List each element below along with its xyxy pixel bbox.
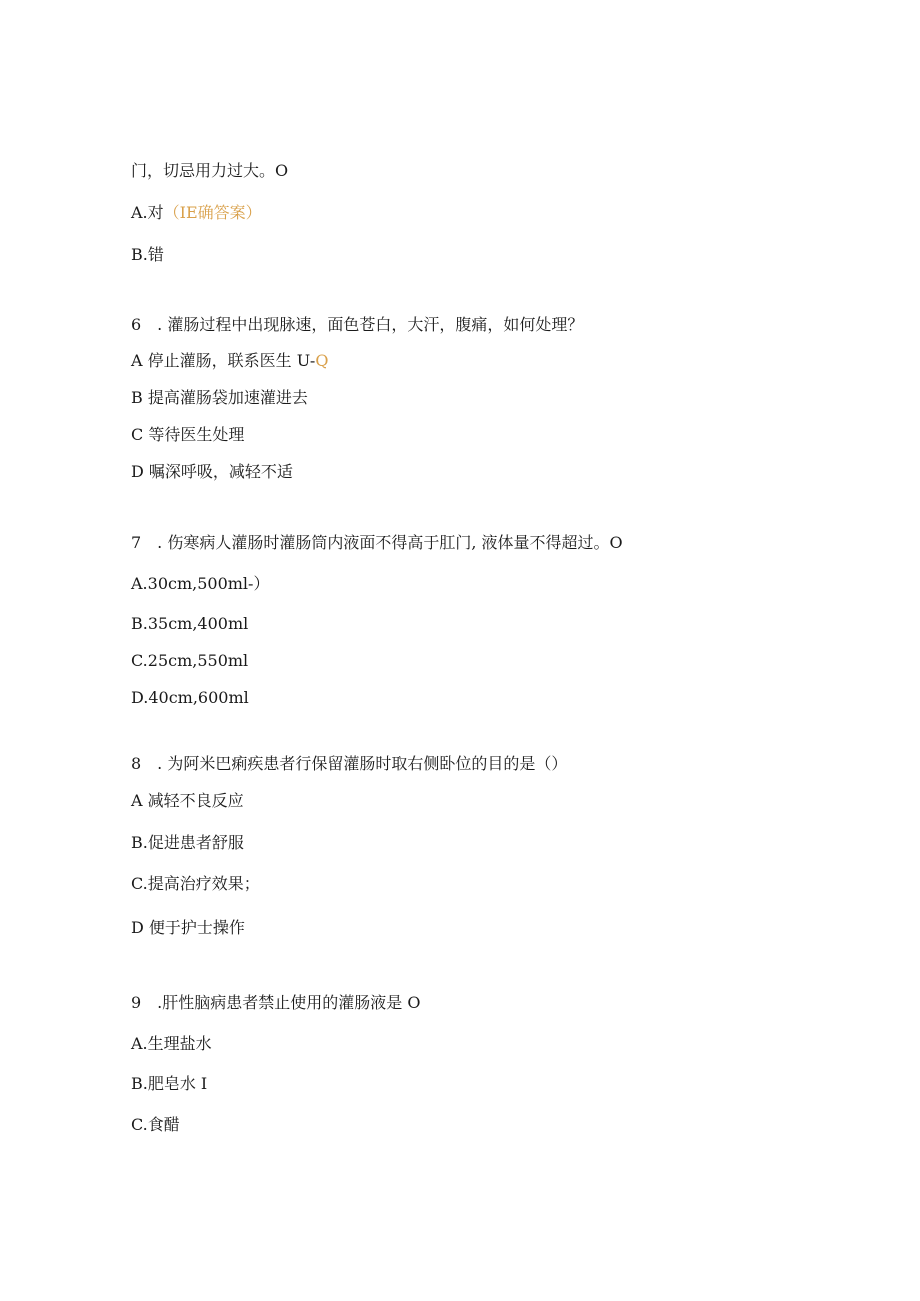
question-8-option-b: B.促进患者舒服 bbox=[131, 833, 244, 852]
question-7-option-a: A.30cm,500ml-） bbox=[131, 574, 270, 593]
question-9-option-c: C.食醋 bbox=[131, 1115, 180, 1134]
question-5-option-a bbox=[131, 203, 262, 223]
question-8-option-c: C.提高治疗效果； bbox=[131, 874, 260, 893]
question-9-option-a: A.生理盐水 bbox=[131, 1034, 212, 1053]
question-7-option-c: C.25cm,550ml bbox=[131, 651, 249, 670]
question-6-text: 6 . 灌肠过程中出现脉速，面色苍白，大汗，腹痛，如何处理？ bbox=[131, 315, 584, 334]
correct-answer-mark: Q bbox=[315, 351, 329, 370]
question-6-option-b: B 提高灌肠袋加速灌进去 bbox=[131, 388, 308, 407]
question-7-option-d: D.40cm,600ml bbox=[131, 688, 249, 707]
question-7-option-b: B.35cm,400ml bbox=[131, 614, 249, 633]
question-8-text: 8 . 为阿米巴痢疾患者行保留灌肠时取右侧卧位的目的是（） bbox=[131, 754, 568, 773]
question-5-option-b: B.错 bbox=[131, 245, 164, 264]
question-6-option-a bbox=[131, 351, 328, 371]
question-6-option-c: C 等待医生处理 bbox=[131, 425, 245, 444]
option-a-text: A 停止灌肠，联系医生 U- bbox=[131, 351, 316, 370]
option-a-text: A.对 bbox=[131, 203, 164, 222]
question-5-continuation: 门，切忌用力过大。O bbox=[131, 161, 289, 180]
question-8-option-d: D 便于护士操作 bbox=[131, 918, 245, 937]
question-6-option-d: D 嘱深呼吸，减轻不适 bbox=[131, 462, 293, 481]
question-9-option-b: B.肥皂水 I bbox=[131, 1074, 208, 1093]
question-8-option-a: A 减轻不良反应 bbox=[131, 791, 244, 810]
question-7-text: 7 . 伤寒病人灌肠时灌肠筒内液面不得高于肛门, 液体量不得超过。O bbox=[131, 533, 623, 552]
question-9-text: 9 .肝性脑病患者禁止使用的灌肠液是 O bbox=[131, 993, 421, 1012]
correct-answer-mark: （IE确答案） bbox=[163, 203, 262, 222]
